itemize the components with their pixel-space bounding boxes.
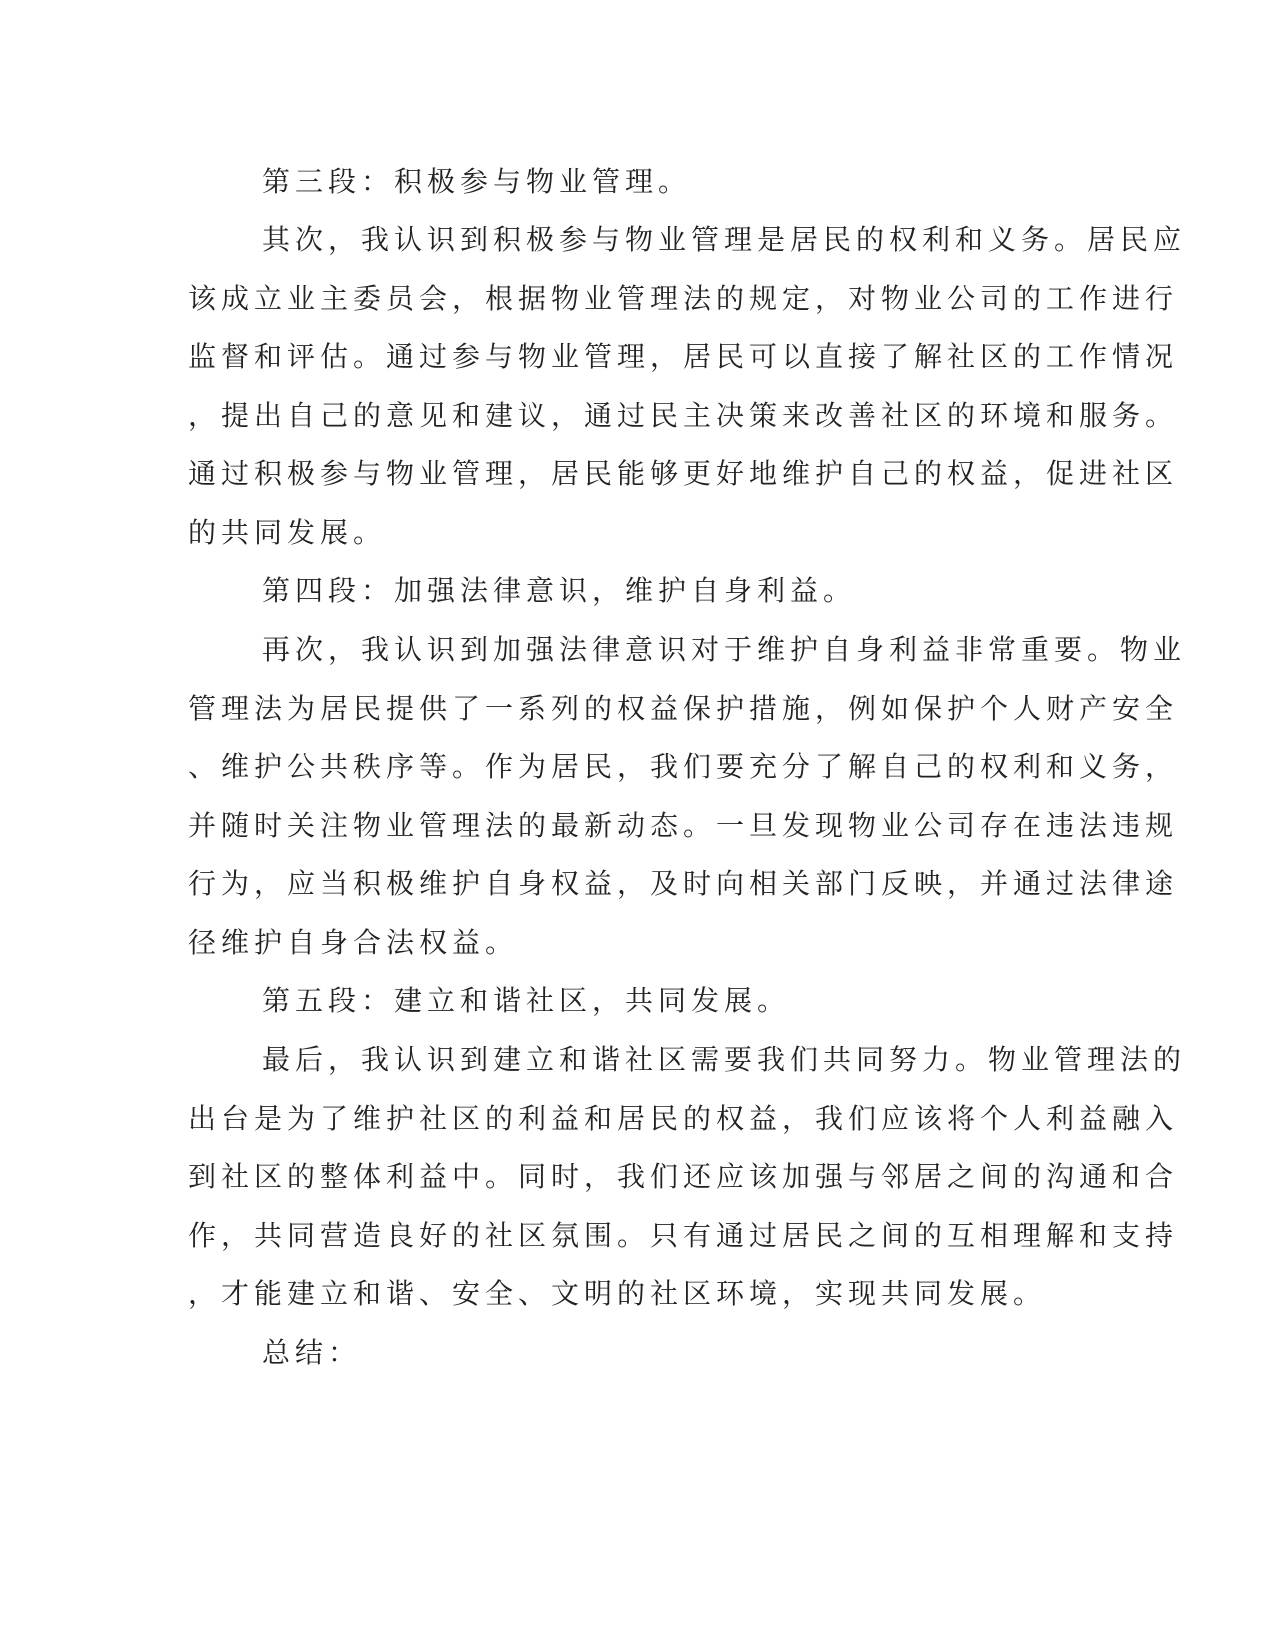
paragraph-line: 到社区的整体利益中。同时，我们还应该加强与邻居之间的沟通和合 <box>188 1160 1179 1193</box>
paragraph-line: 管理法为居民提供了一系列的权益保护措施，例如保护个人财产安全 <box>188 692 1179 725</box>
paragraph-line: ，才能建立和谐、安全、文明的社区环境，实现共同发展。 <box>188 1277 1047 1310</box>
paragraph-line: 再次，我认识到加强法律意识对于维护自身利益非常重要。物业 <box>262 633 1187 666</box>
paragraph-line: 的共同发展。 <box>188 516 387 549</box>
paragraph-line: 其次，我认识到积极参与物业管理是居民的权利和义务。居民应 <box>262 223 1187 256</box>
paragraph-line: 监督和评估。通过参与物业管理，居民可以直接了解社区的工作情况 <box>188 340 1179 373</box>
paragraph-line: 该成立业主委员会，根据物业管理法的规定，对物业公司的工作进行 <box>188 282 1179 315</box>
paragraph-line: 径维护自身合法权益。 <box>188 926 519 959</box>
paragraph-line: 最后，我认识到建立和谐社区需要我们共同努力。物业管理法的 <box>262 1043 1187 1076</box>
paragraph-line: 、维护公共秩序等。作为居民，我们要充分了解自己的权利和义务， <box>188 750 1179 783</box>
summary-heading: 总结： <box>262 1336 362 1369</box>
paragraph-line: 作，共同营造良好的社区氛围。只有通过居民之间的互相理解和支持 <box>188 1219 1179 1252</box>
paragraph-line: 行为，应当积极维护自身权益，及时向相关部门反映，并通过法律途 <box>188 867 1179 900</box>
section-heading-5: 第五段：建立和谐社区，共同发展。 <box>262 984 791 1017</box>
section-heading-3: 第三段：积极参与物业管理。 <box>262 165 692 198</box>
paragraph-line: 并随时关注物业管理法的最新动态。一旦发现物业公司存在违法违规 <box>188 809 1179 842</box>
section-heading-4: 第四段：加强法律意识，维护自身利益。 <box>262 574 857 607</box>
paragraph-line: ，提出自己的意见和建议，通过民主决策来改善社区的环境和服务。 <box>188 399 1179 432</box>
paragraph-line: 出台是为了维护社区的利益和居民的权益，我们应该将个人利益融入 <box>188 1102 1179 1135</box>
paragraph-line: 通过积极参与物业管理，居民能够更好地维护自己的权益，促进社区 <box>188 457 1179 490</box>
